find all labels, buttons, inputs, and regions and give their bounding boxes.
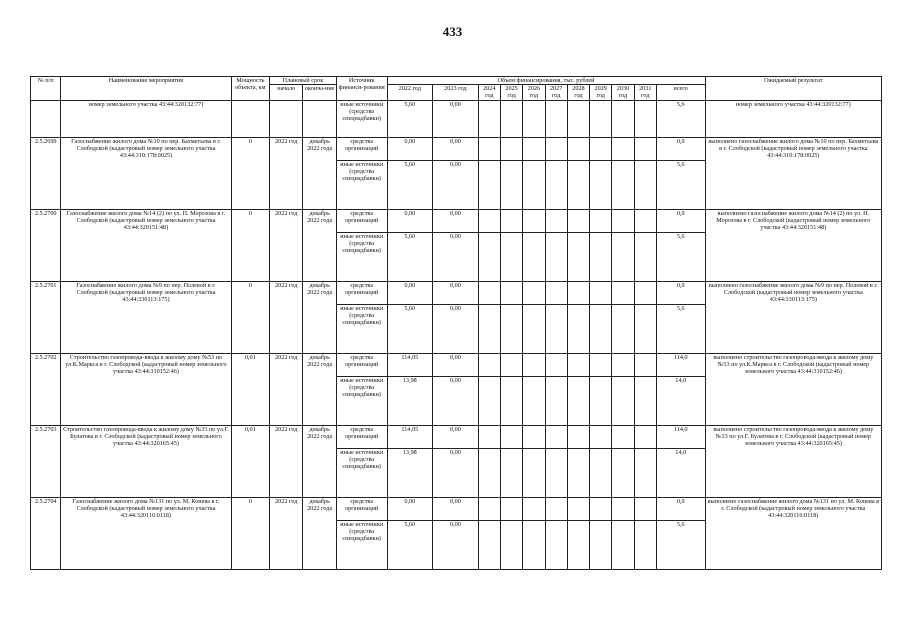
row-start: 2022 год — [270, 425, 303, 497]
cell-empty — [567, 448, 589, 497]
row-end: декабрь 2022 года — [303, 425, 336, 497]
row-number: 2.5.2704 — [31, 497, 61, 569]
row-power: 0,01 — [231, 353, 269, 425]
header-2024: 2024 год — [478, 85, 500, 100]
cell-empty — [567, 232, 589, 281]
row-number: 2.5.2700 — [31, 209, 61, 281]
header-result: Ожидаемый результат — [705, 77, 881, 101]
cell-2023: 0,00 — [433, 304, 479, 353]
cell-empty — [478, 232, 500, 281]
row-end: декабрь 2022 года — [303, 497, 336, 569]
header-2027: 2027 год — [545, 85, 567, 100]
cell-empty — [567, 520, 589, 569]
cell-empty — [500, 304, 522, 353]
table-row — [31, 209, 882, 232]
cell-empty — [590, 137, 612, 160]
table-row — [31, 281, 882, 304]
cell-empty — [523, 232, 545, 281]
cell-empty — [545, 160, 567, 209]
header-name: Наименование мероприятия — [61, 77, 231, 101]
cell-2022: 13,98 — [387, 448, 433, 497]
row-name: Газоснабжение жилого дома №131 по ул. М. Конева в г. Слободской (кадастровый номер земельного участка 43:44:320116:0118) — [61, 497, 231, 569]
row-source-other: иные источники (средства спецнадбавки) — [336, 376, 387, 425]
cell-empty — [612, 425, 634, 448]
cell-empty — [500, 425, 522, 448]
cell-empty — [478, 353, 500, 376]
cell-empty — [634, 353, 656, 376]
cell-empty — [523, 209, 545, 232]
header-2028: 2028 год — [567, 85, 589, 100]
cell-empty — [634, 209, 656, 232]
header-start: начало — [270, 85, 303, 100]
row-number: 2.5.2701 — [31, 281, 61, 353]
cell-empty — [634, 376, 656, 425]
cell-empty — [567, 137, 589, 160]
cell-empty — [478, 520, 500, 569]
cell-empty — [478, 376, 500, 425]
cell-empty — [612, 232, 634, 281]
row-name: Газоснабжение жилого дома №14 (2) по ул. П. Морозова в г. Слободской (кадастровый номер земельного участка 43:44:320151:48) — [61, 209, 231, 281]
cell-empty — [500, 137, 522, 160]
cell-empty — [634, 425, 656, 448]
row-result: выполнено строительство газопровода-ввода к жилому дому №53 по ул.К.Маркса в г. Слободской (кадастровый номер земельного участка 43:44:310152:46) — [705, 353, 881, 425]
row-source-orgs: средства организаций — [336, 281, 387, 304]
row-source-orgs: средства организаций — [336, 353, 387, 376]
row-start: 2022 год — [270, 497, 303, 569]
row-power: 0,01 — [231, 425, 269, 497]
page-number: 433 — [442, 24, 463, 39]
cell-empty — [500, 209, 522, 232]
cell-2022: 0,00 — [387, 209, 433, 232]
cell-empty — [590, 304, 612, 353]
cell-empty — [612, 497, 634, 520]
row-power: 0 — [231, 137, 269, 209]
cell-empty — [590, 160, 612, 209]
cell-empty — [545, 425, 567, 448]
cell-empty — [612, 353, 634, 376]
cell-empty — [478, 448, 500, 497]
cell-empty — [545, 376, 567, 425]
cell-2022: 0,00 — [387, 137, 433, 160]
header-funding: Объем финансирования, тыс. рублей — [387, 77, 705, 85]
table-row — [31, 137, 882, 160]
row-name: Строительство газопровода-ввода к жилому дому №33 по ул.Г. Булатова в г. Слободской (кадастровый номер земельного участка 43:44:320165:45) — [61, 425, 231, 497]
cell-total: 114,0 — [656, 353, 705, 376]
cell-empty — [634, 160, 656, 209]
cell-2022: 5,60 — [387, 160, 433, 209]
cell-empty — [590, 376, 612, 425]
cell-empty — [590, 448, 612, 497]
header-2026: 2026 год — [523, 85, 545, 100]
cell-empty — [567, 281, 589, 304]
cell-2022: 0,00 — [387, 497, 433, 520]
cell-empty — [478, 281, 500, 304]
row-result: выполнено строительство газопровода-ввода к жилому дому №33 по ул.Г. Булатова в г. Слободской (кадастровый номер земельного участка 43:44:320165:45) — [705, 425, 881, 497]
row-start: 2022 год — [270, 281, 303, 353]
cell-2023: 0,00 — [433, 232, 479, 281]
cell-2023: 0,00 — [433, 137, 479, 160]
table-row — [31, 100, 882, 137]
cell-2022: 13,98 — [387, 376, 433, 425]
row-end: декабрь 2022 года — [303, 137, 336, 209]
row-source-orgs: средства организаций — [336, 209, 387, 232]
cell-empty — [478, 425, 500, 448]
cell-empty — [612, 209, 634, 232]
header-num: № п/п — [31, 77, 61, 101]
cell-empty — [500, 520, 522, 569]
row-name: Газоснабжение жилого дома №10 по пер. Бахметьева в г. Слободской (кадастровый номер земельного участка 43:44:310:178:0025) — [61, 137, 231, 209]
cell-empty — [500, 232, 522, 281]
header-source: Источник финанси-рования — [336, 77, 387, 101]
cell-empty — [567, 304, 589, 353]
cell-2023: 0,00 — [433, 100, 479, 137]
cell-empty — [567, 425, 589, 448]
cell-empty — [567, 497, 589, 520]
cell-empty — [523, 281, 545, 304]
cell-empty — [545, 448, 567, 497]
cell-total: 14,0 — [656, 448, 705, 497]
header-2022: 2022 год — [387, 85, 433, 100]
cell-empty — [612, 448, 634, 497]
cell-total: 0,0 — [656, 281, 705, 304]
row-start: 2022 год — [270, 353, 303, 425]
table-header — [31, 77, 882, 101]
cell-2023: 0,00 — [433, 353, 479, 376]
cell-empty — [634, 137, 656, 160]
cell-empty — [523, 497, 545, 520]
row-result: номер земельного участка 43:44:320132:77) — [705, 100, 881, 137]
cell-empty — [545, 497, 567, 520]
cell-empty — [523, 376, 545, 425]
cell-empty — [478, 209, 500, 232]
row-end: декабрь 2022 года — [303, 209, 336, 281]
cell-2022: 114,05 — [387, 425, 433, 448]
row-number: 2.5.2699 — [31, 137, 61, 209]
funding-table — [30, 76, 882, 570]
cell-empty — [634, 448, 656, 497]
cell-empty — [523, 520, 545, 569]
table-row — [31, 497, 882, 520]
row-power: 0 — [231, 209, 269, 281]
row-start: 2022 год — [270, 137, 303, 209]
cell-empty — [590, 232, 612, 281]
cell-empty — [545, 304, 567, 353]
cell-total: 5,6 — [656, 100, 705, 137]
header-power: Мощность объекта, км — [231, 77, 269, 101]
cell-empty — [612, 304, 634, 353]
row-source: иные источники (средства спецнадбавки) — [336, 100, 387, 137]
cell-empty — [590, 520, 612, 569]
cell-empty — [612, 376, 634, 425]
cell-empty — [500, 448, 522, 497]
cell-empty — [612, 160, 634, 209]
cell-empty — [634, 497, 656, 520]
cell-empty — [523, 353, 545, 376]
cell-2023: 0,00 — [433, 209, 479, 232]
row-result: выполнено газоснабжение жилого дома №9 по пер. Полевой в г. Слободской (кадастровый номер земельного участка 43:44:330113:175) — [705, 281, 881, 353]
cell-total: 5,6 — [656, 160, 705, 209]
cell-total: 114,0 — [656, 425, 705, 448]
row-source-other: иные источники (средства спецнадбавки) — [336, 232, 387, 281]
header-plan-term: Плановый срок — [270, 77, 337, 85]
cell-empty — [634, 304, 656, 353]
cell-empty — [567, 376, 589, 425]
header-2023: 2023 год — [433, 85, 479, 100]
cell-empty — [523, 448, 545, 497]
cell-2022: 0,00 — [387, 281, 433, 304]
cell-empty — [634, 520, 656, 569]
row-source-other: иные источники (средства спецнадбавки) — [336, 520, 387, 569]
cell-empty — [523, 160, 545, 209]
header-2029: 2029 год — [590, 85, 612, 100]
cell-empty — [478, 160, 500, 209]
header-end: оконча-ние — [303, 85, 336, 100]
row-result: выполнено газоснабжение жилого дома №10 по пер. Бахметьева в г. Слободской (кадастровый номер земельного участка 43:44:310:178:0025) — [705, 137, 881, 209]
cell-empty — [634, 281, 656, 304]
header-2025: 2025 год — [500, 85, 522, 100]
cell-2023: 0,00 — [433, 376, 479, 425]
row-result: выполнено газоснабжение жилого дома №131 по ул. М. Конева в г. Слободской (кадастровый номер земельного участка 43:44:320116:0118) — [705, 497, 881, 569]
row-source-orgs: средства организаций — [336, 137, 387, 160]
cell-total: 5,6 — [656, 520, 705, 569]
cell-empty — [545, 209, 567, 232]
cell-2023: 0,00 — [433, 520, 479, 569]
cell-2022: 5,60 — [387, 520, 433, 569]
cell-empty — [567, 160, 589, 209]
cell-empty — [590, 209, 612, 232]
cell-2023: 0,00 — [433, 425, 479, 448]
header-total: всего — [656, 85, 705, 100]
cell-2023: 0,00 — [433, 448, 479, 497]
cell-empty — [545, 353, 567, 376]
table-row — [31, 425, 882, 448]
cell-empty — [634, 232, 656, 281]
cell-empty — [545, 281, 567, 304]
cell-total: 0,0 — [656, 137, 705, 160]
cell-empty — [545, 520, 567, 569]
cell-empty — [523, 304, 545, 353]
cell-total: 0,0 — [656, 209, 705, 232]
table-body — [31, 100, 882, 569]
cell-empty — [500, 497, 522, 520]
cell-2023: 0,00 — [433, 160, 479, 209]
cell-empty — [545, 232, 567, 281]
cell-2022: 5,60 — [387, 232, 433, 281]
row-source-other: иные источники (средства спецнадбавки) — [336, 160, 387, 209]
cell-empty — [500, 376, 522, 425]
row-number: 2.5.2703 — [31, 425, 61, 497]
header-2030: 2030 год — [612, 85, 634, 100]
cell-empty — [500, 281, 522, 304]
row-name: Газоснабжение жилого дома №9 по пер. Полевой в г. Слободской (кадастровый номер земельного участка 43:44:330113:175) — [61, 281, 231, 353]
row-source-other: иные источники (средства спецнадбавки) — [336, 448, 387, 497]
cell-2022: 5,60 — [387, 304, 433, 353]
row-end: декабрь 2022 года — [303, 353, 336, 425]
cell-empty — [523, 425, 545, 448]
cell-total: 5,6 — [656, 232, 705, 281]
row-name: Строительство газопровода-ввода к жилому дому №53 по ул.К.Маркса в г. Слободской (кадастровый номер земельного участка 43:44:310152:46) — [61, 353, 231, 425]
cell-2023: 0,00 — [433, 497, 479, 520]
row-end: декабрь 2022 года — [303, 281, 336, 353]
row-number: 2.5.2702 — [31, 353, 61, 425]
row-start: 2022 год — [270, 209, 303, 281]
header-2031: 2031 год — [634, 85, 656, 100]
cell-empty — [612, 137, 634, 160]
cell-2023: 0,00 — [433, 281, 479, 304]
row-source-other: иные источники (средства спецнадбавки) — [336, 304, 387, 353]
cell-empty — [612, 520, 634, 569]
cell-empty — [500, 160, 522, 209]
cell-2022: 114,05 — [387, 353, 433, 376]
row-source-orgs: средства организаций — [336, 425, 387, 448]
row-power: 0 — [231, 497, 269, 569]
cell-total: 5,6 — [656, 304, 705, 353]
cell-empty — [478, 497, 500, 520]
cell-empty — [545, 137, 567, 160]
cell-empty — [523, 137, 545, 160]
cell-empty — [500, 353, 522, 376]
row-power: 0 — [231, 281, 269, 353]
row-result: выполнено газоснабжение жилого дома №14 (2) по ул. П. Морозова в г. Слободской (кадастровый номер земельного участка 43:44:320151:48) — [705, 209, 881, 281]
cell-2022: 5,60 — [387, 100, 433, 137]
cell-empty — [478, 304, 500, 353]
cell-empty — [590, 353, 612, 376]
cell-empty — [567, 353, 589, 376]
cell-empty — [478, 137, 500, 160]
cell-empty — [590, 425, 612, 448]
table-row — [31, 353, 882, 376]
row-source-orgs: средства организаций — [336, 497, 387, 520]
cell-empty — [567, 209, 589, 232]
row-name: номер земельного участка 43:44:320132:77) — [61, 100, 231, 137]
cell-total: 0,0 — [656, 497, 705, 520]
cell-empty — [590, 281, 612, 304]
cell-empty — [612, 281, 634, 304]
cell-empty — [590, 497, 612, 520]
cell-total: 14,0 — [656, 376, 705, 425]
